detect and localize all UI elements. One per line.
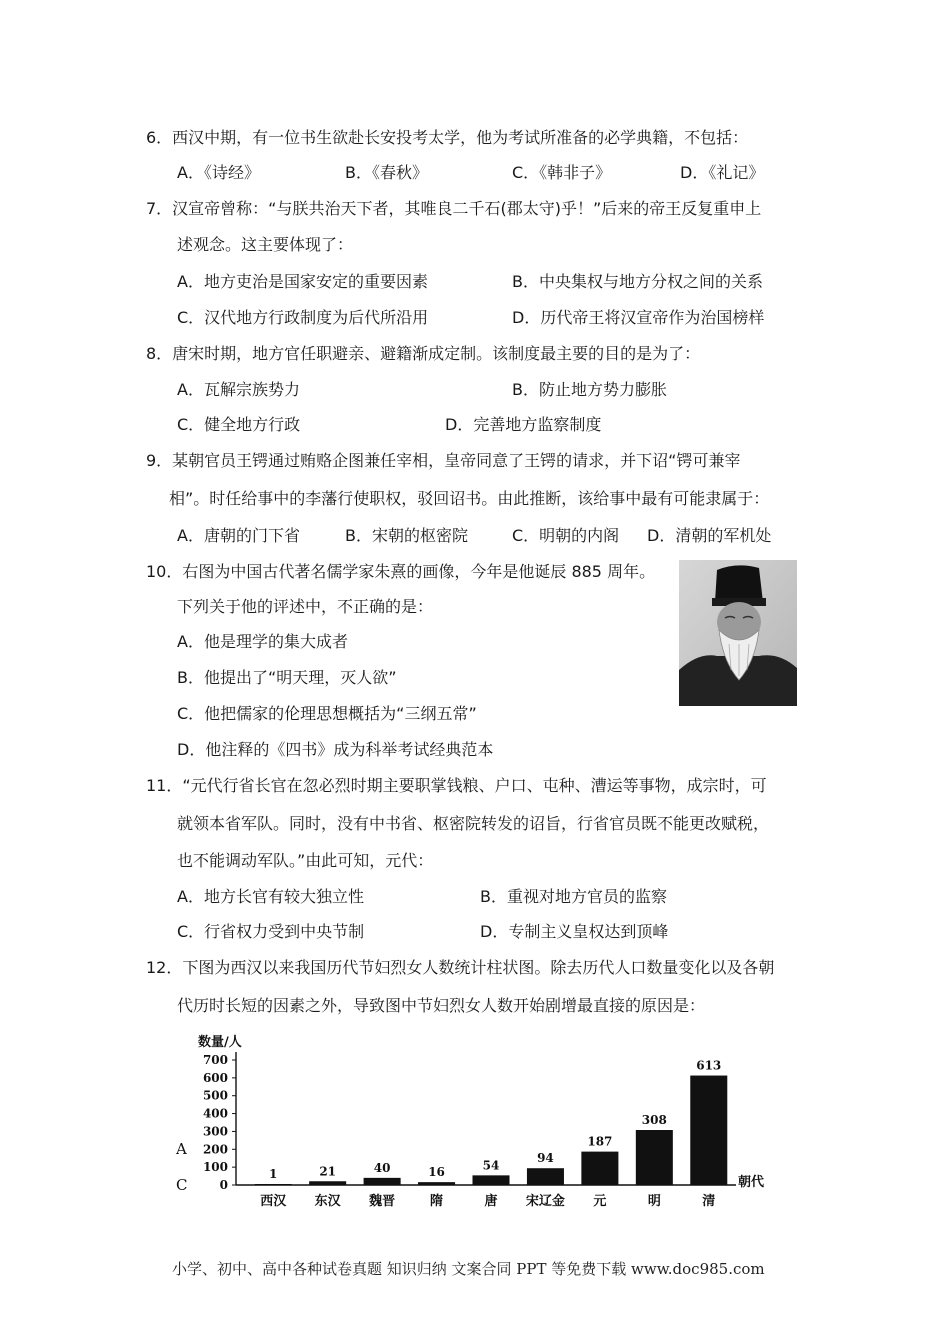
q11-option-a: A．地方长官有较大独立性 — [177, 887, 364, 906]
question-10-stem-line1: 10．右图为中国古代著名儒学家朱熹的画像，今年是他诞辰 885 周年。 — [146, 562, 656, 581]
question-12-stem-line2: 代历时长短的因素之外，导致图中节妇烈女人数开始剧增最直接的原因是： — [177, 996, 706, 1015]
chart-ylabel: 数量/人 — [198, 1035, 242, 1050]
chart-value-label: 54 — [482, 1158, 500, 1173]
chart-side-letter-c: C — [176, 1176, 188, 1194]
chart-side-letter-a: A — [176, 1140, 187, 1158]
q9-option-b: B．宋朝的枢密院 — [345, 526, 468, 545]
question-9-stem-line2: 相”。时任给事中的李藩行使职权，驳回诏书。由此推断，该给事中最有可能隶属于： — [169, 489, 770, 508]
chart-value-label: 187 — [587, 1134, 613, 1149]
chart-y-tick-label: 600 — [202, 1070, 228, 1085]
q7-option-c: C．汉代地方行政制度为后代所沿用 — [177, 308, 429, 327]
chart-value-label: 308 — [641, 1113, 667, 1127]
chart-category-label: 唐 — [484, 1194, 498, 1209]
chart-bar — [581, 1152, 618, 1185]
question-6-stem: 6．西汉中期，有一位书生欲赴长安投考太学，他为考试所准备的必学典籍，不包括： — [146, 128, 749, 147]
question-9-stem-line1: 9．某朝官员王锷通过贿赂企图兼任宰相，皇帝同意了王锷的请求，并下诏“锷可兼宰 — [146, 451, 741, 470]
q6-option-a: A．《诗经》 — [177, 163, 260, 182]
q7-option-a: A．地方吏治是国家安定的重要因素 — [177, 272, 428, 291]
q10-option-c: C．他把儒家的伦理思想概括为“三纲五常” — [177, 704, 477, 723]
q8-option-d: D．完善地方监察制度 — [445, 415, 602, 434]
chart-bar — [255, 1184, 292, 1185]
martyr-women-bar-chart — [170, 1030, 780, 1215]
chart-y-tick-label: 700 — [202, 1053, 228, 1067]
question-7-stem-line1: 7．汉宣帝曾称：“与朕共治天下者，其唯良二千石(郡太守)乎！”后来的帝王反复重申上 — [146, 199, 762, 218]
chart-bar — [690, 1076, 727, 1185]
question-7-stem-line2: 述观念。这主要体现了： — [177, 235, 354, 254]
q11-option-c: C．行省权力受到中央节制 — [177, 922, 365, 941]
chart-value-label: 613 — [696, 1058, 722, 1073]
q6-option-c: C．《韩非子》 — [512, 163, 612, 182]
q8-option-c: C．健全地方行政 — [177, 415, 301, 434]
q7-option-d: D．历代帝王将汉宣帝作为治国榜样 — [512, 308, 765, 327]
q6-option-d: D．《礼记》 — [680, 163, 765, 182]
q10-option-b: B．他提出了“明天理，灭人欲” — [177, 668, 397, 687]
zhu-xi-portrait — [679, 560, 797, 706]
chart-bar — [364, 1178, 401, 1185]
q11-option-b: B．重视对地方官员的监察 — [480, 887, 667, 906]
chart-bar — [309, 1181, 346, 1185]
question-11-stem-line1: 11．“元代行省长官在忽必烈时期主要职掌钱粮、户口、屯种、漕运等事物，成宗时，可 — [146, 776, 767, 795]
chart-y-tick-label: 500 — [202, 1088, 228, 1103]
chart-bar — [418, 1182, 455, 1185]
chart-category-label: 明 — [647, 1194, 661, 1209]
chart-category-label: 东汉 — [314, 1194, 341, 1209]
chart-value-label: 1 — [269, 1167, 278, 1181]
chart-bar — [472, 1175, 509, 1185]
chart-y-tick-label: 100 — [202, 1160, 228, 1175]
chart-category-label: 西汉 — [260, 1194, 287, 1209]
chart-category-label: 清 — [702, 1194, 716, 1209]
q8-option-b: B．防止地方势力膨胀 — [512, 380, 667, 399]
chart-value-label: 21 — [319, 1164, 337, 1179]
chart-y-tick-label: 200 — [202, 1142, 228, 1157]
footer-text: 小学、初中、高中各种试卷真题 知识归纳 文案合同 PPT 等免费下载 www.doc985.com — [172, 1260, 765, 1278]
chart-value-label: 40 — [373, 1160, 391, 1175]
q10-option-d: D．他注释的《四书》成为科举考试经典范本 — [177, 740, 494, 759]
chart-bar — [636, 1130, 673, 1185]
q9-option-c: C．明朝的内阁 — [512, 526, 620, 545]
chart-xlabel: 朝代 — [738, 1175, 765, 1190]
q9-option-d: D．清朝的军机处 — [647, 526, 772, 545]
question-11-stem-line3: 也不能调动军队。”由此可知，元代： — [177, 851, 434, 870]
question-12-stem-line1: 12．下图为西汉以来我国历代节妇烈女人数统计柱状图。除去历代人口数量变化以及各朝 — [146, 958, 775, 977]
chart-y-tick-label: 300 — [202, 1124, 228, 1139]
chart-category-label: 魏晋 — [369, 1194, 396, 1209]
question-10-stem-line2: 下列关于他的评述中，不正确的是： — [177, 597, 434, 616]
q6-option-b: B．《春秋》 — [345, 163, 428, 182]
chart-value-label: 94 — [537, 1151, 554, 1166]
q11-option-d: D．专制主义皇权达到顶峰 — [480, 922, 669, 941]
q10-option-a: A．他是理学的集大成者 — [177, 632, 348, 651]
chart-category-label: 元 — [593, 1194, 607, 1209]
chart-value-label: 16 — [428, 1165, 445, 1180]
question-11-stem-line2: 就领本省军队。同时，没有中书省、枢密院转发的诏旨，行省官员既不能更改赋税， — [177, 814, 770, 833]
chart-category-label: 隋 — [430, 1194, 444, 1209]
chart-y-tick-label: 400 — [202, 1106, 228, 1121]
question-8-stem: 8．唐宋时期，地方官任职避亲、避籍渐成定制。该制度最主要的目的是为了： — [146, 344, 701, 363]
chart-y-tick-label: 0 — [219, 1178, 228, 1192]
q9-option-a: A．唐朝的门下省 — [177, 526, 300, 545]
q8-option-a: A．瓦解宗族势力 — [177, 380, 300, 399]
chart-category-label: 宋辽金 — [525, 1194, 565, 1209]
chart-bar — [527, 1168, 564, 1185]
q7-option-b: B．中央集权与地方分权之间的关系 — [512, 272, 763, 291]
